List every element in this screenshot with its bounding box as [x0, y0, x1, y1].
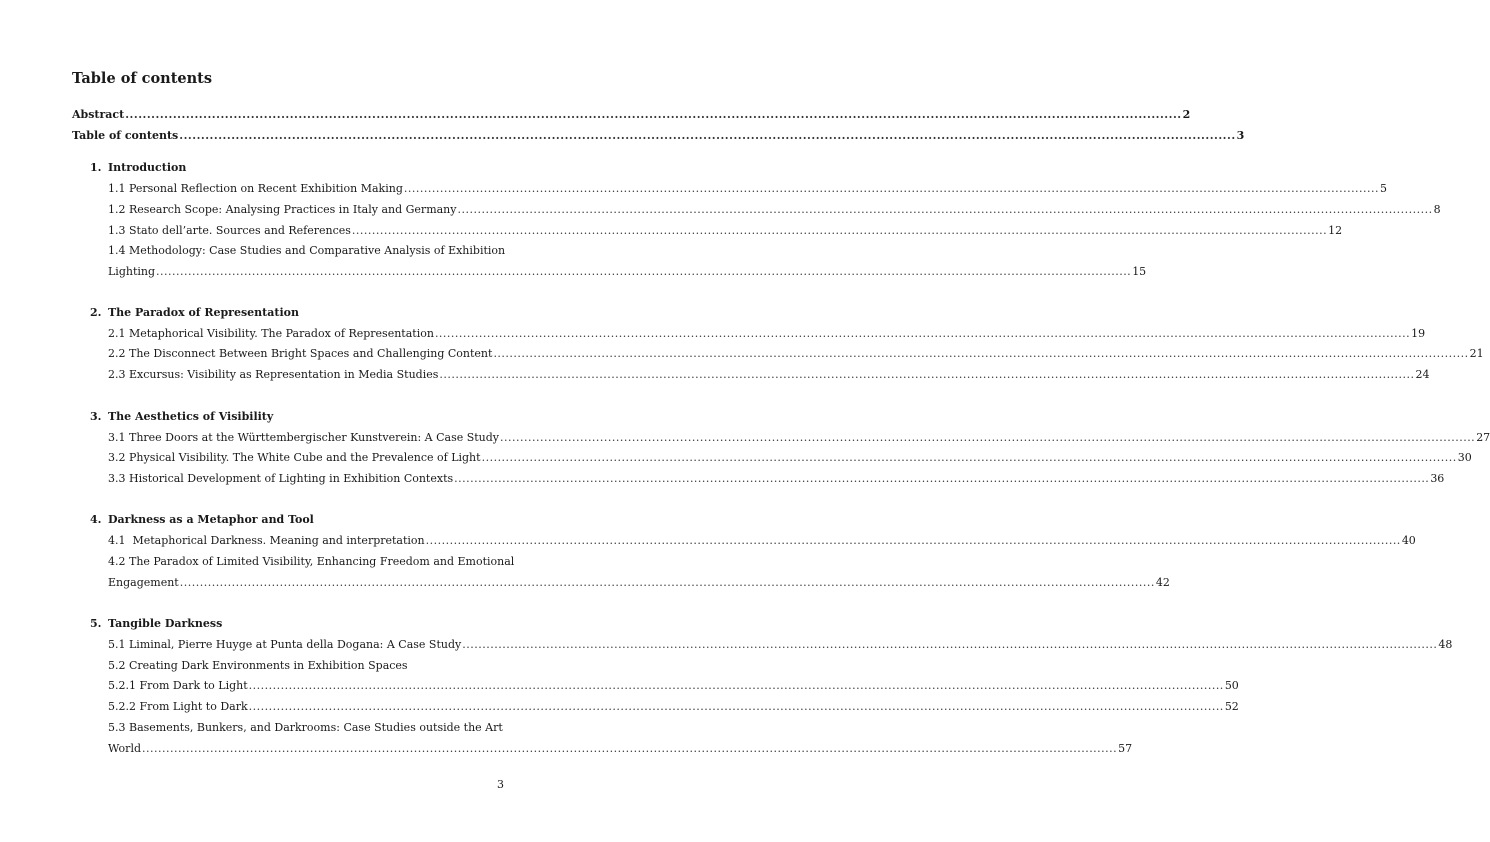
- toc-page-number: 15: [1132, 265, 1147, 278]
- toc-entry-label: 4.1 Metaphorical Darkness. Meaning and interpretation: [108, 534, 425, 547]
- dot-leader: [352, 224, 1327, 238]
- toc-entry[interactable]: [108, 700, 1239, 714]
- toc-page-number: 24: [1415, 368, 1430, 381]
- toc-entry-continuation[interactable]: [108, 265, 1147, 279]
- toc-entry[interactable]: [108, 347, 1484, 361]
- toc-page-number: 3: [1236, 129, 1245, 142]
- toc-entry-label: World: [108, 742, 141, 755]
- toc-page-number: 21: [1469, 347, 1484, 360]
- toc-entry[interactable]: [108, 451, 1472, 465]
- dot-leader: [249, 679, 1224, 693]
- chapter-number: 4.: [90, 513, 102, 526]
- toc-entry-label: Abstract: [72, 108, 125, 121]
- chapter-title[interactable]: The Aesthetics of Visibility: [108, 410, 274, 423]
- toc-entry[interactable]: [108, 431, 1490, 445]
- toc-entry-label: 2.3 Excursus: Visibility as Representation in Media Studies: [108, 368, 439, 381]
- toc-entry[interactable]: [108, 679, 1239, 693]
- chapter-title[interactable]: Darkness as a Metaphor and Tool: [108, 513, 314, 526]
- dot-leader: [457, 203, 1432, 217]
- toc-page-number: 30: [1457, 451, 1472, 464]
- toc-page-number: 5: [1380, 182, 1388, 195]
- toc-entry-label: 1.2 Research Scope: Analysing Practices in Italy and Germany: [108, 203, 457, 216]
- dot-leader: [142, 742, 1117, 756]
- dot-leader: [180, 576, 1155, 590]
- toc-entry-label: 5.2.2 From Light to Dark: [108, 700, 248, 713]
- toc-page-number: 52: [1224, 700, 1239, 713]
- toc-page-number: 48: [1438, 638, 1453, 651]
- toc-entry-label[interactable]: 1.4 Methodology: Case Studies and Comparative Analysis of Exhibition: [108, 244, 506, 257]
- page-title: Table of contents: [72, 70, 213, 87]
- toc-entry[interactable]: [108, 327, 1426, 341]
- toc-entry-label: Table of contents: [72, 129, 179, 142]
- toc-entry-label: 2.1 Metaphorical Visibility. The Paradox of Representation: [108, 327, 434, 340]
- toc-entry-label: 2.2 The Disconnect Between Bright Spaces and Challenging Content: [108, 347, 493, 360]
- toc-entry-label: 3.2 Physical Visibility. The White Cube and the Prevalence of Light: [108, 451, 481, 464]
- toc-page-number: 57: [1118, 742, 1133, 755]
- dot-leader: [493, 347, 1468, 361]
- dot-leader: [125, 108, 1181, 122]
- toc-entry-label: 5.1 Liminal, Pierre Huyge at Punta della Dogana: A Case Study: [108, 638, 462, 651]
- toc-entry[interactable]: [108, 472, 1445, 486]
- chapter-number: 1.: [90, 161, 102, 174]
- toc-entry[interactable]: [108, 182, 1388, 196]
- toc-entry-label[interactable]: 4.2 The Paradox of Limited Visibility, Enhancing Freedom and Emotional: [108, 555, 515, 568]
- toc-page-number: 2: [1182, 108, 1191, 121]
- toc-entry-continuation[interactable]: [108, 576, 1170, 590]
- dot-leader: [439, 368, 1414, 382]
- chapter-number: 5.: [90, 617, 102, 630]
- toc-page-number: 19: [1411, 327, 1426, 340]
- toc-entry-label: Lighting: [108, 265, 156, 278]
- chapter-title[interactable]: The Paradox of Representation: [108, 306, 299, 319]
- toc-entry[interactable]: [108, 203, 1441, 217]
- toc-entry-label: 3.1 Three Doors at the Württembergischer Kunstverein: A Case Study: [108, 431, 500, 444]
- toc-entry-abstract[interactable]: [72, 108, 1191, 122]
- toc-entry-label: Engagement: [108, 576, 179, 589]
- page-number: 3: [497, 778, 504, 791]
- dot-leader: [482, 451, 1457, 465]
- toc-entry[interactable]: [108, 224, 1343, 238]
- toc-page-number: 42: [1155, 576, 1170, 589]
- toc-page-number: 36: [1430, 472, 1445, 485]
- toc-entry-label[interactable]: 5.3 Basements, Bunkers, and Darkrooms: Case Studies outside the Art: [108, 721, 503, 734]
- dot-leader: [156, 265, 1131, 279]
- chapter-title[interactable]: Introduction: [108, 161, 187, 174]
- dot-leader: [249, 700, 1224, 714]
- toc-page-number: 27: [1476, 431, 1490, 444]
- dot-leader: [454, 472, 1429, 486]
- dot-leader: [404, 182, 1379, 196]
- toc-entry-label[interactable]: 5.2 Creating Dark Environments in Exhibition Spaces: [108, 659, 408, 672]
- toc-entry-table-of-contents[interactable]: [72, 129, 1245, 143]
- toc-page-number: 50: [1224, 679, 1239, 692]
- toc-entry[interactable]: [108, 534, 1416, 548]
- toc-page-number: 8: [1433, 203, 1441, 216]
- chapter-number: 2.: [90, 306, 102, 319]
- dot-leader: [435, 327, 1410, 341]
- dot-leader: [462, 638, 1437, 652]
- toc-entry-continuation[interactable]: [108, 742, 1133, 756]
- toc-entry-label: 1.1 Personal Reflection on Recent Exhibition Making: [108, 182, 403, 195]
- toc-entry[interactable]: [108, 368, 1430, 382]
- toc-entry-label: 3.3 Historical Development of Lighting in Exhibition Contexts: [108, 472, 454, 485]
- chapter-title[interactable]: Tangible Darkness: [108, 617, 223, 630]
- dot-leader: [500, 431, 1475, 445]
- toc-page-number: 40: [1401, 534, 1416, 547]
- toc-entry-label: 1.3 Stato dell’arte. Sources and References: [108, 224, 351, 237]
- dot-leader: [426, 534, 1401, 548]
- toc-entry-label: 5.2.1 From Dark to Light: [108, 679, 248, 692]
- toc-entry[interactable]: [108, 638, 1453, 652]
- chapter-number: 3.: [90, 410, 102, 423]
- toc-page-number: 12: [1328, 224, 1343, 237]
- dot-leader: [179, 129, 1235, 143]
